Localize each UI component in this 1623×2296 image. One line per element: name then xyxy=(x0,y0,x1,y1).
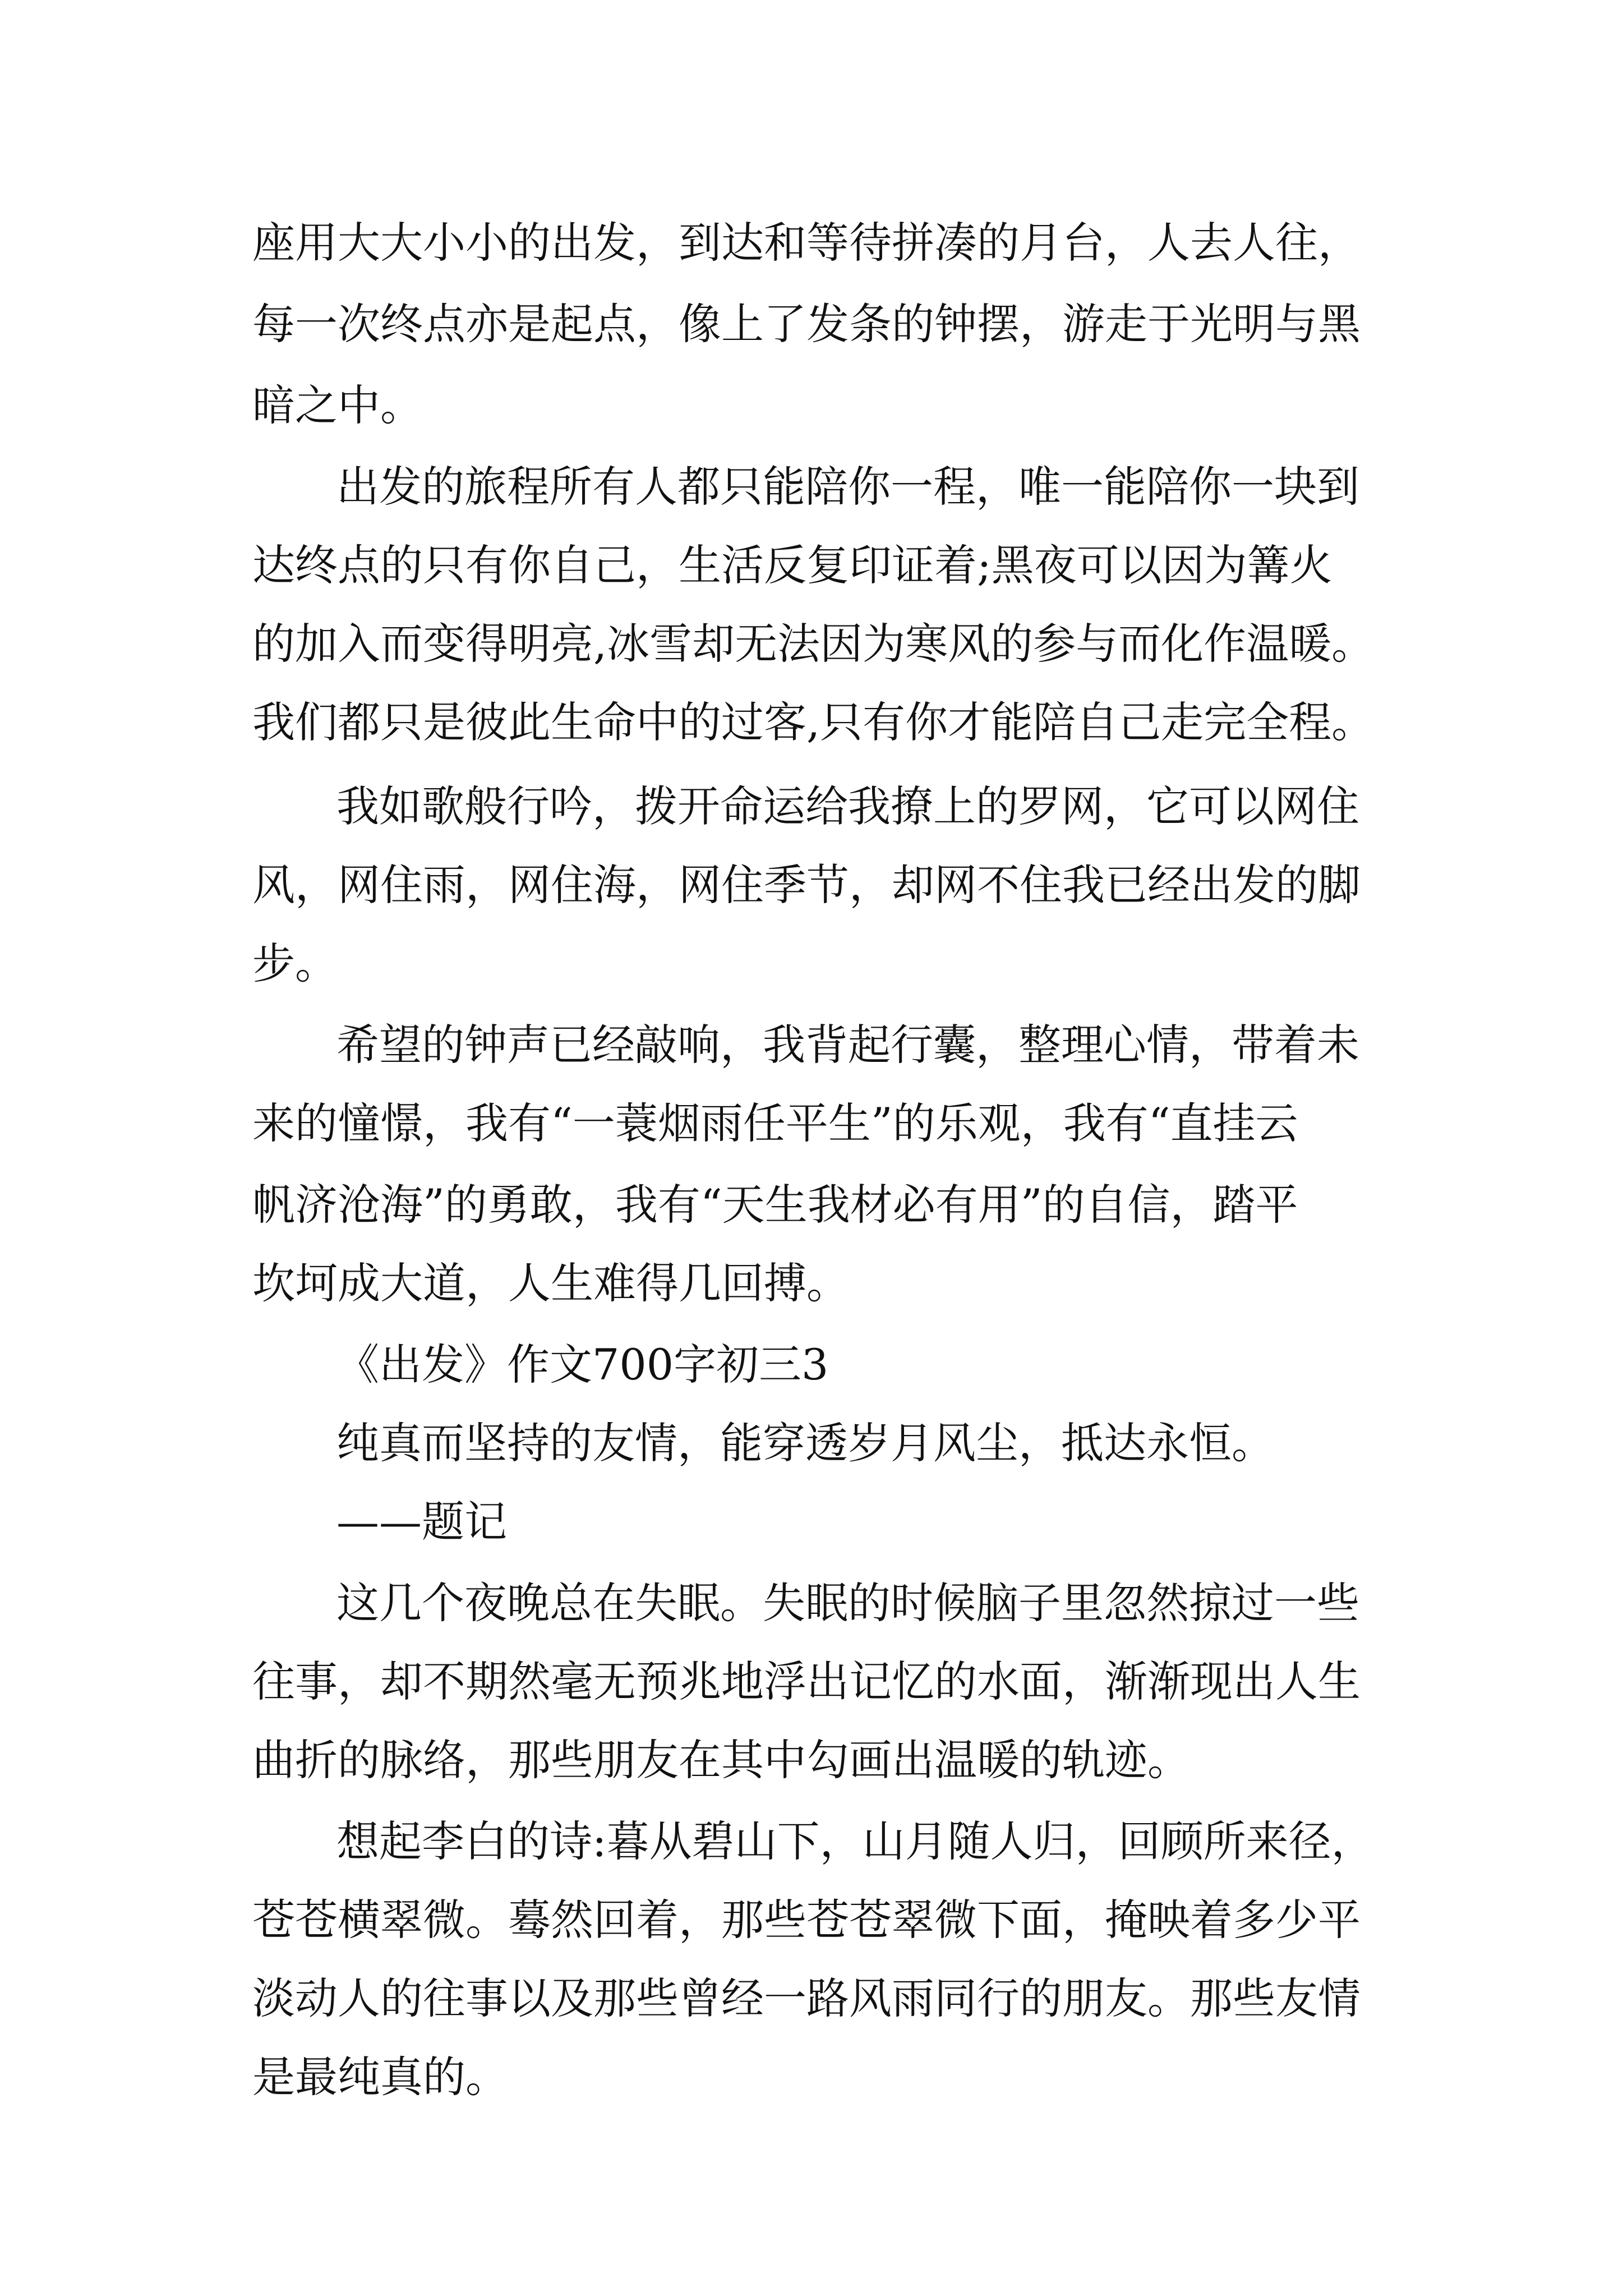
section-heading: 《出发》作文700字初三3 xyxy=(336,1340,829,1389)
paragraph-line: 往事，却不期然毫无预兆地浮出记忆的水面，渐渐现出人生 xyxy=(252,1657,1361,1706)
epigraph-attribution: ——题记 xyxy=(336,1497,507,1547)
paragraph-line: 曲折的脉络，那些朋友在其中勾画出温暖的轨迹。 xyxy=(252,1735,1190,1785)
paragraph-line: 帆济沧海”的勇敢，我有“天生我材必有用”的自信，踏平 xyxy=(252,1180,1298,1230)
paragraph-line: 的加入而变得明亮,冰雪却无法因为寒风的参与而化作温暖。 xyxy=(252,619,1375,669)
paragraph-line: 暗之中。 xyxy=(252,380,423,430)
paragraph-line: 是最纯真的。 xyxy=(252,2052,508,2102)
epigraph-line: 纯真而坚持的友情，能穿透岁月风尘，抵达永恒。 xyxy=(336,1418,1274,1468)
paragraph-line: 达终点的只有你自己，生活反复印证着;黑夜可以因为篝火 xyxy=(252,540,1332,590)
paragraph-line: 每一次终点亦是起点，像上了发条的钟摆，游走于光明与黑 xyxy=(252,299,1361,349)
paragraph-line: 我如歌般行吟，拨开命运给我撩上的罗网，它可以网住 xyxy=(336,781,1359,831)
paragraph-line: 风，网住雨，网住海，网住季节，却网不住我已经出发的脚 xyxy=(252,860,1361,910)
paragraph-line: 这几个夜晚总在失眠。失眠的时候脑子里忽然掠过一些 xyxy=(336,1578,1359,1628)
paragraph-line: 来的憧憬，我有“一蓑烟雨任平生”的乐观，我有“直挂云 xyxy=(252,1098,1298,1148)
paragraph-line: 我们都只是彼此生命中的过客,只有你才能陪自己走完全程。 xyxy=(252,697,1375,747)
paragraph-line: 希望的钟声已经敲响，我背起行囊，整理心情，带着未 xyxy=(336,1020,1359,1070)
paragraph-line: 苍苍横翠微。蓦然回着，那些苍苍翠微下面，掩映着多少平 xyxy=(252,1895,1361,1945)
paragraph-line: 淡动人的往事以及那些曾经一路风雨同行的朋友。那些友情 xyxy=(252,1973,1361,2023)
paragraph-line: 想起李白的诗:暮从碧山下，山月随人归，回顾所来径， xyxy=(336,1816,1374,1866)
paragraph-line: 坎坷成大道，人生难得几回搏。 xyxy=(252,1258,849,1308)
paragraph-line: 出发的旅程所有人都只能陪你一程，唯一能陪你一块到 xyxy=(336,462,1359,512)
paragraph-line: 座用大大小小的出发，到达和等待拼凑的月台，人去人往， xyxy=(252,218,1361,268)
paragraph-line: 步。 xyxy=(252,938,338,988)
